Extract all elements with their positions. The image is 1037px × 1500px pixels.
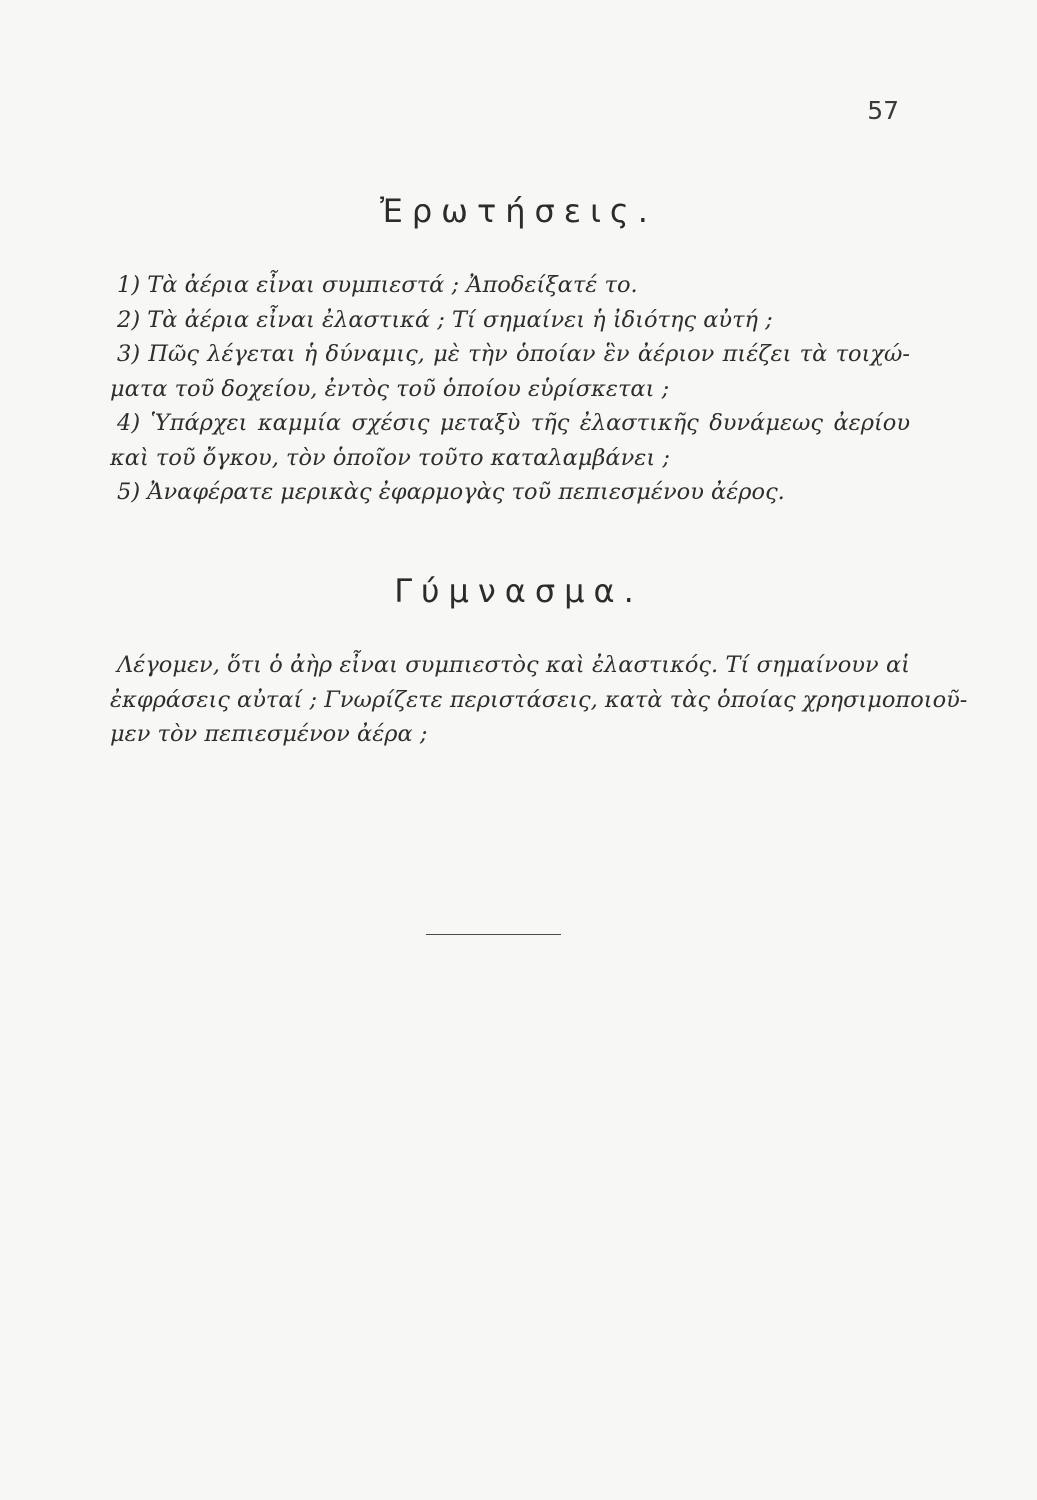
exercise-heading: Γύμνασμα. bbox=[394, 572, 643, 610]
question-3-line-1: 3) Πῶς λέγεται ἡ δύναμις, μὲ τὴν ὁποίαν ἓν ἀέριον πιέζει τὰ τοιχώ- bbox=[117, 341, 910, 367]
page-number: 57 bbox=[867, 96, 899, 125]
questions-list bbox=[110, 268, 910, 510]
section-end-rule bbox=[426, 934, 561, 935]
question-4-line-1: 4) Ὑπάρχει καμμία σχέσις μεταξὺ τῆς ἐλαστικῆς δυνάμεως ἀερίου bbox=[117, 410, 910, 436]
exercise-line-3: μεν τὸν πεπιεσμένον ἀέρα ; bbox=[110, 721, 428, 747]
exercise-line-1: Λέγομεν, ὅτι ὁ ἀὴρ εἶναι συμπιεστὸς καὶ ἐλαστικός. Τί σημαίνουν αἱ bbox=[117, 652, 910, 678]
questions-heading: Ἐρωτήσεις. bbox=[380, 192, 657, 230]
exercise-text bbox=[110, 648, 968, 752]
exercise-line-2: ἐκφράσεις αὐταί ; Γνωρίζετε περιστάσεις, κατὰ τὰς ὁποίας χρησιμοποιοῦ- bbox=[110, 686, 968, 713]
question-2: 2) Τὰ ἀέρια εἶναι ἐλαστικά ; Τί σημαίνει ἡ ἰδιότης αὐτή ; bbox=[117, 306, 773, 333]
question-5: 5) Ἀναφέρατε μερικὰς ἐφαρμογὰς τοῦ πεπιεσμένου ἀέρος. bbox=[117, 479, 785, 505]
question-1: 1) Τὰ ἀέρια εἶναι συμπιεστά ; Ἀποδείξατέ το. bbox=[117, 272, 638, 298]
question-3-line-2: ματα τοῦ δοχείου, ἐντὸς τοῦ ὁποίου εὑρίσκεται ; bbox=[110, 375, 670, 402]
question-4-line-2: καὶ τοῦ ὄγκου, τὸν ὁποῖον τοῦτο καταλαμβάνει ; bbox=[110, 444, 670, 471]
